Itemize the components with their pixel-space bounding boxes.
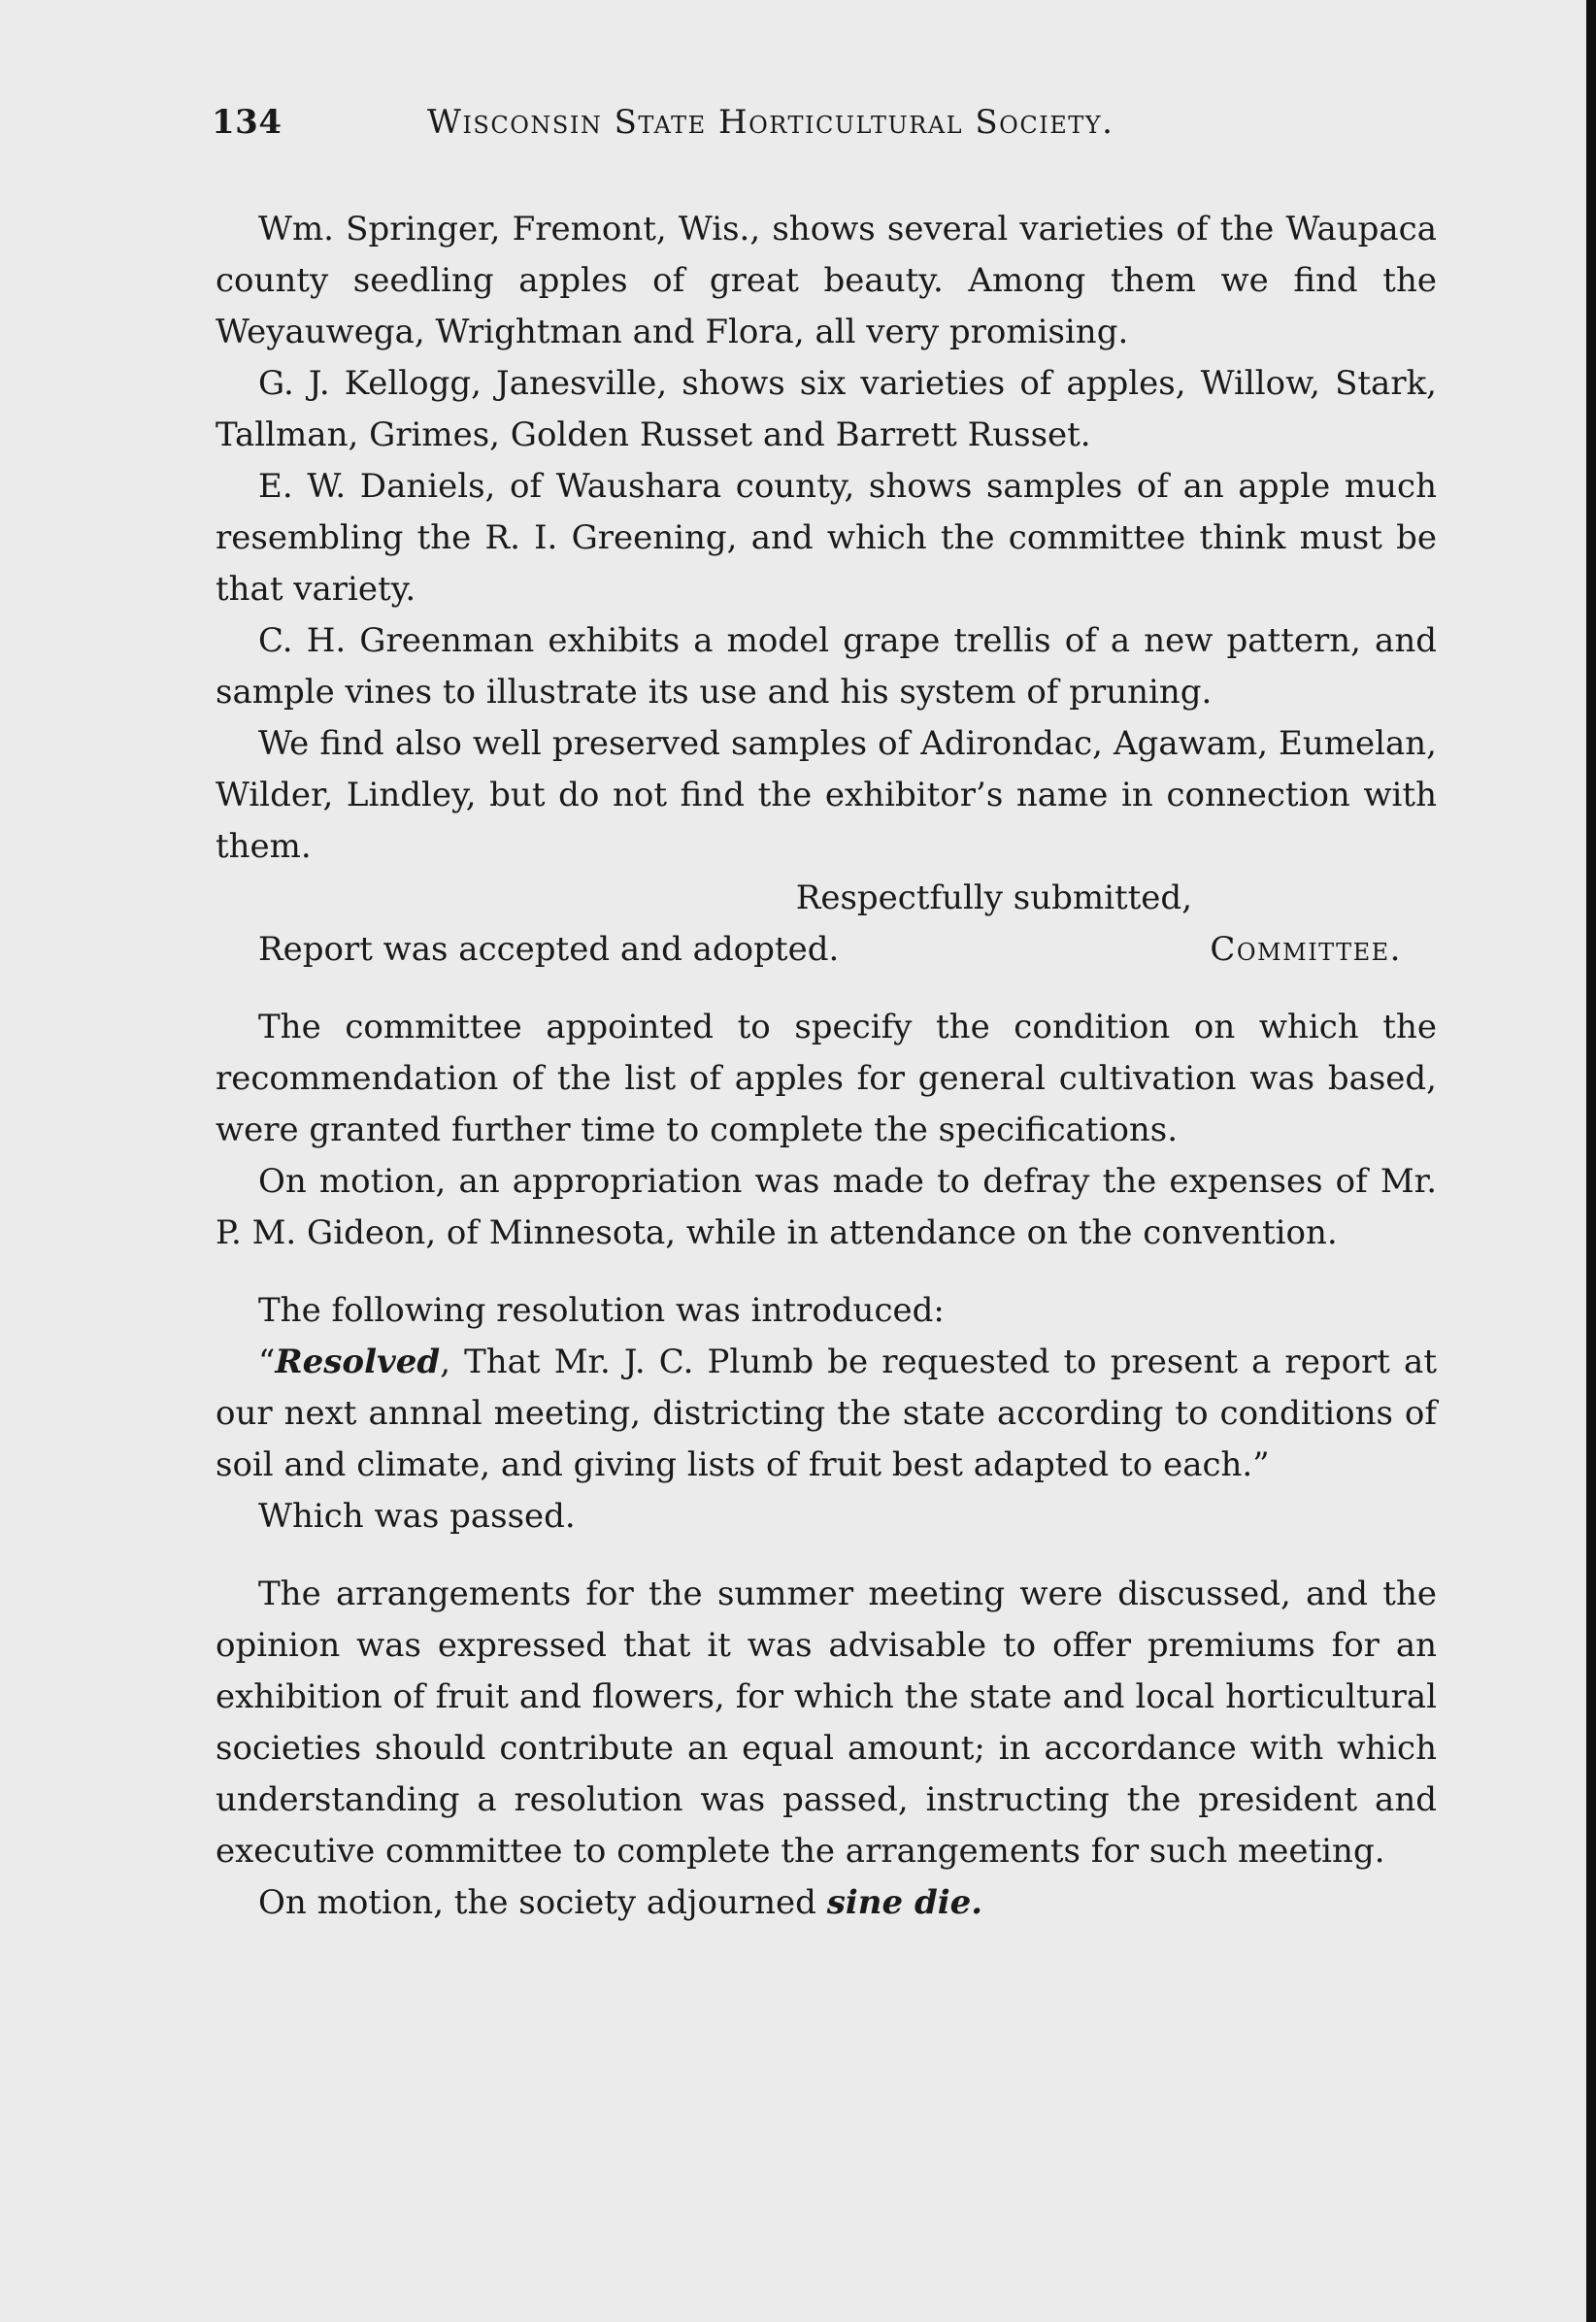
adjourned-text: On motion, the society adjourned	[258, 1883, 827, 1922]
sine-die: sine die.	[826, 1883, 983, 1922]
paragraph-daniels: E. W. Daniels, of Waushara county, shows samples of an apple much resembling the R. I. Greening, and which the committee think must be that variety.	[216, 467, 1437, 609]
section-gap	[216, 976, 1437, 1002]
section-gap	[216, 1259, 1437, 1285]
paragraph-resolution-intro: The following resolution was introduced:	[258, 1291, 945, 1330]
body-text	[216, 204, 1437, 1929]
paragraph-greenman: C. H. Greenman exhibits a model grape trellis of a new pattern, and sample vines to illustrate its use and his system of pruning.	[216, 621, 1437, 712]
paragraph-appropriation: On motion, an appropriation was made to defray the expenses of Mr. P. M. Gideon, of Minnesota, while in attendance on the convention.	[216, 1162, 1437, 1252]
paragraph-adjourned	[216, 1877, 1437, 1929]
resolution-text: , That Mr. J. C. Plumb be requested to present a report at our next annnal meeting, districting the state according to conditions of soil and climate, and giving lists of fruit best adapted to each.”	[216, 1343, 1437, 1484]
paragraph-summer-meeting: The arrangements for the summer meeting were discussed, and the opinion was expressed that it was advisable to offer premiums for an exhibition of fruit and flowers, for which the state and local horticultural societies should contribute an equal amount; in accordance with which understanding a resolution was passed, instructing the president and executive committee to complete the arrangements for such meeting.	[216, 1575, 1437, 1871]
running-title: Wisconsin State Horticultural Society.	[427, 103, 1114, 142]
page-number: 134	[212, 103, 283, 142]
signoff: Respectfully submitted,	[795, 879, 1192, 917]
paragraph-resolution	[216, 1337, 1437, 1491]
running-header	[212, 103, 1270, 151]
paragraph-passed: Which was passed.	[258, 1497, 576, 1536]
paragraph-grape-samples: We find also well preserved samples of Adirondac, Agawam, Eumelan, Wilder, Lindley, but do not find the exhibitor’s name in connection with them.	[216, 724, 1437, 866]
resolved-keyword: Resolved	[275, 1343, 441, 1381]
paragraph-report-accepted: Report was accepted and adopted.	[258, 930, 840, 969]
signature-committee: Committee.	[1210, 930, 1402, 969]
paragraph-kellogg: G. J. Kellogg, Janesville, shows six varieties of apples, Willow, Stark, Tallman, Grimes, Golden Russet and Barrett Russet.	[216, 364, 1437, 454]
paragraph-committee-specify: The committee appointed to specify the condition on which the recommendation of the list of apples for general cultivation was based, were granted further time to complete the specifications.	[216, 1008, 1437, 1149]
resolution-open-quote: “	[258, 1343, 276, 1381]
paragraph-springer: Wm. Springer, Fremont, Wis., shows several varieties of the Waupaca county seedling apples of great beauty. Among them we find the Weyauwega, Wrightman and Flora, all very promising.	[216, 210, 1437, 351]
page-edge-shadow	[1586, 0, 1596, 2322]
section-gap	[216, 1542, 1437, 1569]
